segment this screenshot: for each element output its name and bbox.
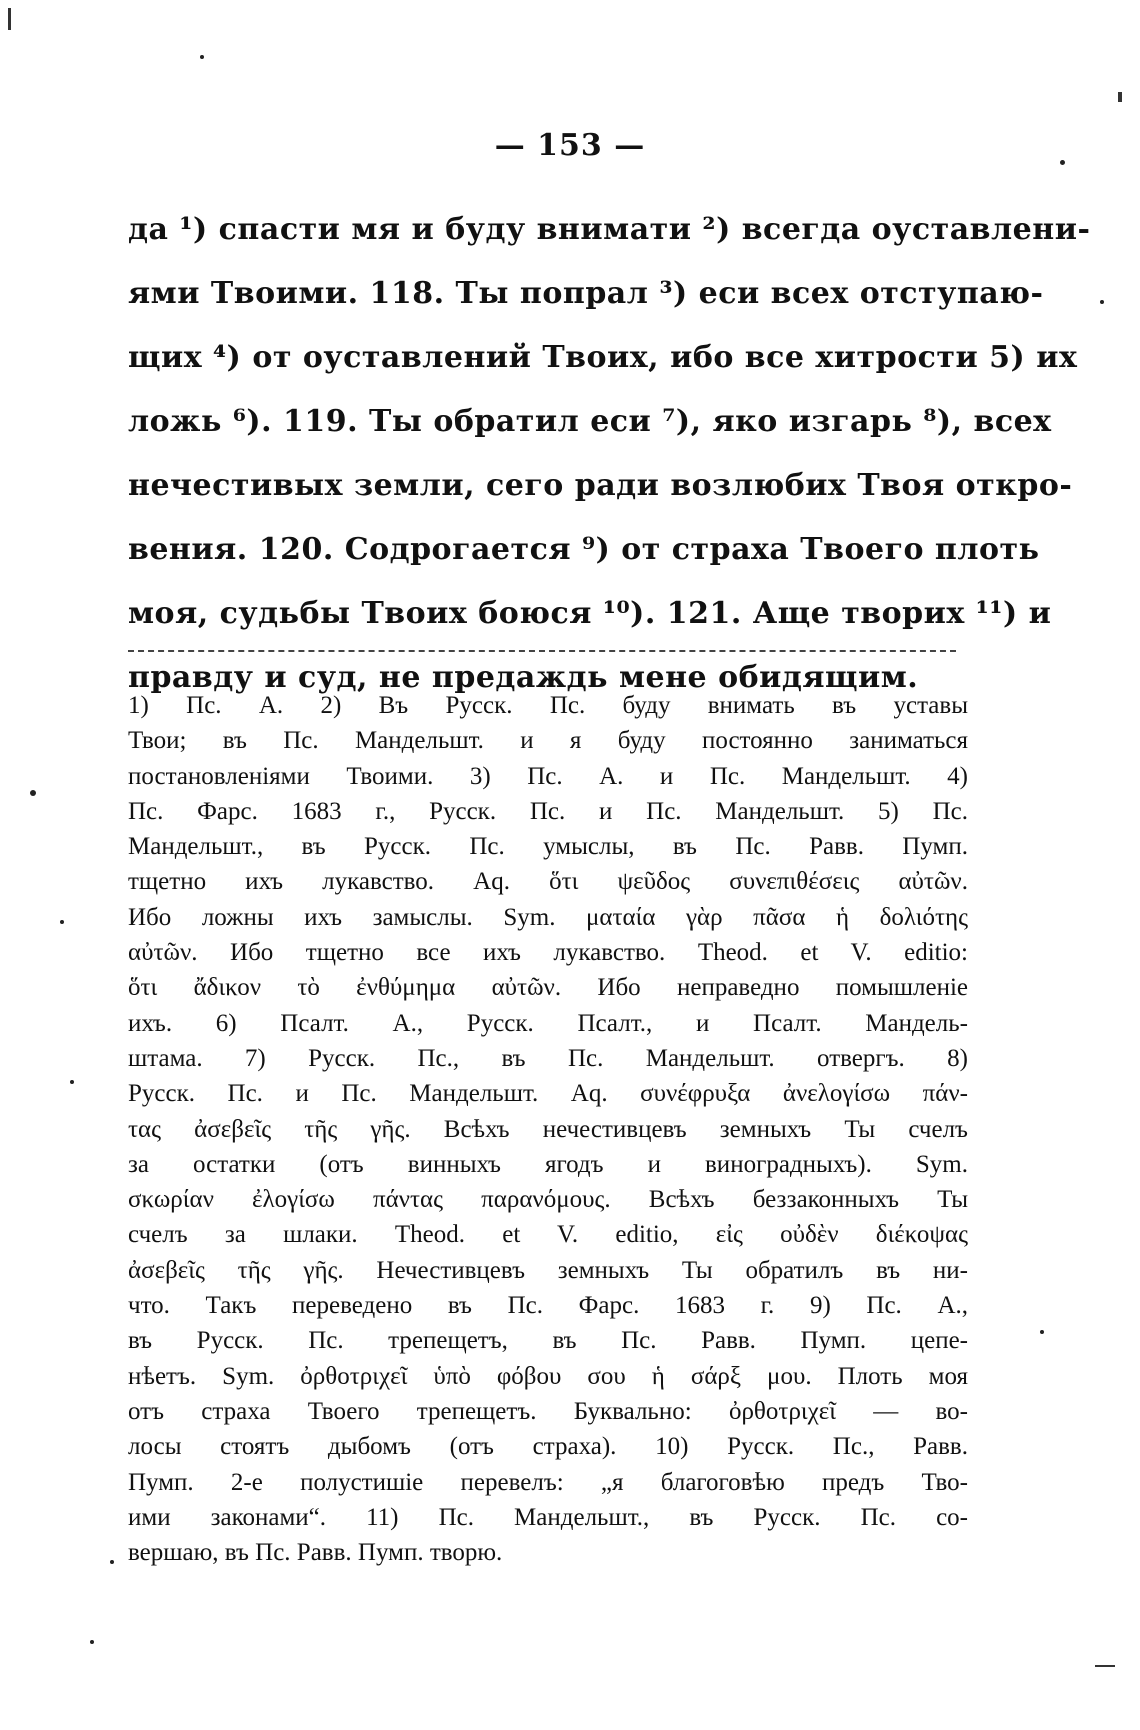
footnote-line: отъ страха Твоего трепещетъ. Буквально: ὀρθοτριχεῖ — во- [128,1397,968,1425]
footnote-line: штама. 7) Русск. Пс., въ Пс. Мандельшт. отвергъ. 8) [128,1044,968,1072]
scan-speck [60,920,64,924]
footnote-line: Мандельшт., въ Русск. Пс. умыслы, въ Пс. Равв. Пумп. [128,833,968,861]
footnote-line: вершаю, въ Пс. Равв. Пумп. творю. [128,1539,503,1567]
footnote-line: Русск. Пс. и Пс. Мандельшт. Aq. συνέφρυξα ἀνελογίσω πάν- [128,1080,968,1108]
scan-speck [200,55,204,59]
footnote-line: ихъ. 6) Псалт. А., Русск. Псалт., и Псалт. Мандель- [128,1009,968,1037]
footnote-line: счелъ за шлаки. Theod. et V. editio, εἰς οὐδὲν διέκοψας [128,1221,968,1249]
footnote-line: αὐτῶν. Ибо тщетно все ихъ лукавство. Theod. et V. editio: [128,939,968,967]
footnote-line: въ Русск. Пс. трепещетъ, въ Пс. Равв. Пумп. цепе- [128,1327,968,1355]
footnote-line: Пумп. 2-е полустишіе перевелъ: „я благоговѣю предъ Тво- [128,1468,968,1496]
main-text-line: щих ⁴) от оуставлений Твоих, ибо все хитрости 5) их [128,340,1078,375]
footnote-line: постановленіями Твоими. 3) Пс. А. и Пс. Мандельшт. 4) [128,762,968,790]
footnote-line: τας ἀσεβεῖς τῆς γῆς. Всѣхъ нечестивцевъ земныхъ Ты счелъ [128,1115,968,1143]
footnote-line: ими законами“. 11) Пс. Мандельшт., въ Русск. Пс. со- [128,1503,968,1531]
footnotes-block [128,688,968,1570]
footnote-line: ἀσεβεῖς τῆς γῆς. Нечестивцевъ земныхъ Ты обратилъ въ ни- [128,1256,968,1284]
scan-mark [1095,1665,1115,1667]
main-text-line: да ¹) спасти мя и буду внимати ²) всегда оуставлени- [128,212,1091,247]
footnote-line: Ибо ложны ихъ замыслы. Sym. ματαία γὰρ πᾶσα ἡ δολιότης [128,903,968,931]
main-text-line: моя, судьбы Твоих боюся ¹⁰). 121. Аще творих ¹¹) и [128,596,1052,631]
main-text-block [128,198,1091,710]
scan-speck [1040,1330,1044,1334]
scan-speck [90,1640,94,1644]
scan-speck [1100,300,1104,304]
footnote-line: σκωρίαν ἐλογίσω πάντας παρανόμους. Всѣхъ беззаконныхъ Ты [128,1186,968,1214]
footnote-line: ὅτι ἄδικον τὸ ἐνθύμημα αὐτῶν. Ибо неправедно помышленіе [128,974,968,1002]
scan-mark [1118,92,1122,102]
footnote-line: за остатки (отъ винныхъ ягодъ и виноградныхъ). Sym. [128,1150,968,1178]
footnote-line: тщетно ихъ лукавство. Aq. ὅτι ψεῦδος συνεπιθέσεις αὐτῶν. [128,868,968,896]
main-text-line: ями Твоими. 118. Ты попрал ³) еси всех отступаю- [128,276,1044,311]
footnote-line: что. Такъ переведено въ Пс. Фарс. 1683 г. 9) Пс. А., [128,1292,968,1320]
footnote-line: нѣетъ. Sym. ὀρθοτριχεῖ ὑπὸ φόβου σου ἡ σάρξ μου. Плоть моя [128,1362,968,1390]
scan-speck [30,790,36,796]
scan-speck [1060,160,1065,165]
footnote-line: Пс. Фарс. 1683 г., Русск. Пс. и Пс. Мандельшт. 5) Пс. [128,797,968,825]
main-text-line: ложь ⁶). 119. Ты обратил еси ⁷), яко изгарь ⁸), всех [128,404,1052,439]
page-number: — 153 — [494,128,646,163]
footnote-line: 1) Пс. А. 2) Въ Русск. Пс. буду внимать въ уставы [128,692,968,719]
footnote-separator [128,650,956,652]
scan-speck [70,1080,74,1084]
main-text-line: правду и суд, не предаждь мене обидящим. [128,660,919,695]
footnote-line: лосы стоятъ дыбомъ (отъ страха). 10) Русск. Пс., Равв. [128,1433,968,1461]
scan-mark [8,8,11,30]
main-text-line: вения. 120. Содрогается ⁹) от страха Твоего плоть [128,532,1040,567]
main-text-line: нечестивых земли, сего ради возлюбих Твоя откро- [128,468,1073,503]
footnote-line: Твои; въ Пс. Мандельшт. и я буду постоянно заниматься [128,727,968,755]
scan-speck [110,1560,114,1564]
